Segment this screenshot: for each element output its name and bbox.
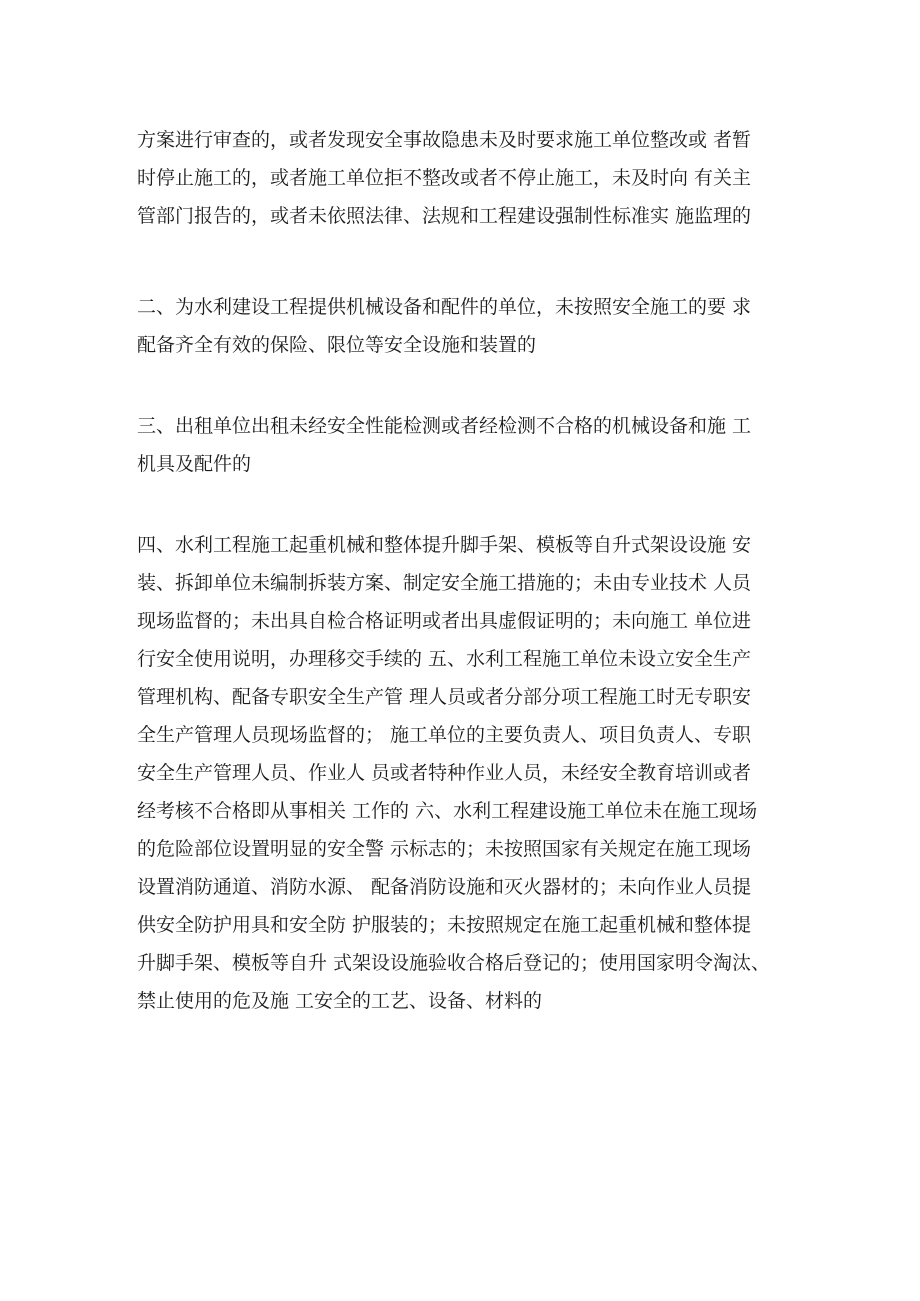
text-line: 现场监督的；未出具自检合格证明或者出具虚假证明的；未向施工 单位进	[137, 610, 752, 632]
text-line: 行安全使用说明，办理移交手续的 五、水利工程施工单位未设立安全生产	[137, 648, 752, 670]
text-line: 经考核不合格即从事相关 工作的 六、水利工程建设施工单位未在施工现场	[137, 800, 758, 822]
text-line: 全生产管理人员现场监督的； 施工单位的主要负责人、项目负责人、专职	[137, 724, 752, 746]
text-line: 的危险部位设置明显的安全警 示标志的；未按照国家有关规定在施工现场	[137, 838, 752, 860]
text-line: 时停止施工的，或者施工单位拒不整改或者不停止施工，未及时向 有关主	[137, 167, 752, 189]
text-line: 安全生产管理人员、作业人 员或者特种作业人员，未经安全教育培训或者	[137, 762, 752, 784]
text-line: 配备齐全有效的保险、限位等安全设施和装置的	[137, 334, 537, 356]
paragraph-item-four	[137, 526, 797, 1020]
text-line: 装、拆卸单位未编制拆装方案、制定安全施工措施的；未由专业技术 人员	[137, 572, 752, 594]
text-line: 设置消防通道、消防水源、 配备消防设施和灭火器材的；未向作业人员提	[137, 876, 752, 898]
text-line: 四、水利工程施工起重机械和整体提升脚手架、模板等自升式架设设施 安	[137, 534, 752, 556]
text-line: 管部门报告的，或者未依照法律、法规和工程建设强制性标准实 施监理的	[137, 205, 752, 227]
text-line: 方案进行审查的，或者发现安全事故隐患未及时要求施工单位整改或 者暂	[137, 129, 752, 151]
text-line: 机具及配件的	[137, 453, 252, 475]
paragraph-item-three	[137, 407, 797, 483]
paragraph-supervision	[137, 121, 797, 235]
paragraph-item-two	[137, 288, 797, 364]
text-line: 管理机构、配备专职安全生产管 理人员或者分部分项工程施工时无专职安	[137, 686, 752, 708]
text-line: 禁止使用的危及施 工安全的工艺、设备、材料的	[137, 990, 543, 1012]
text-line: 升脚手架、模板等自升 式架设设施验收合格后登记的；使用国家明令淘汰、	[137, 952, 771, 974]
text-line: 三、出租单位出租未经安全性能检测或者经检测不合格的机械设备和施 工	[137, 415, 752, 437]
text-line: 供安全防护用具和安全防 护服装的；未按照规定在施工起重机械和整体提	[137, 914, 752, 936]
text-line: 二、为水利建设工程提供机械设备和配件的单位，未按照安全施工的要 求	[137, 296, 752, 318]
